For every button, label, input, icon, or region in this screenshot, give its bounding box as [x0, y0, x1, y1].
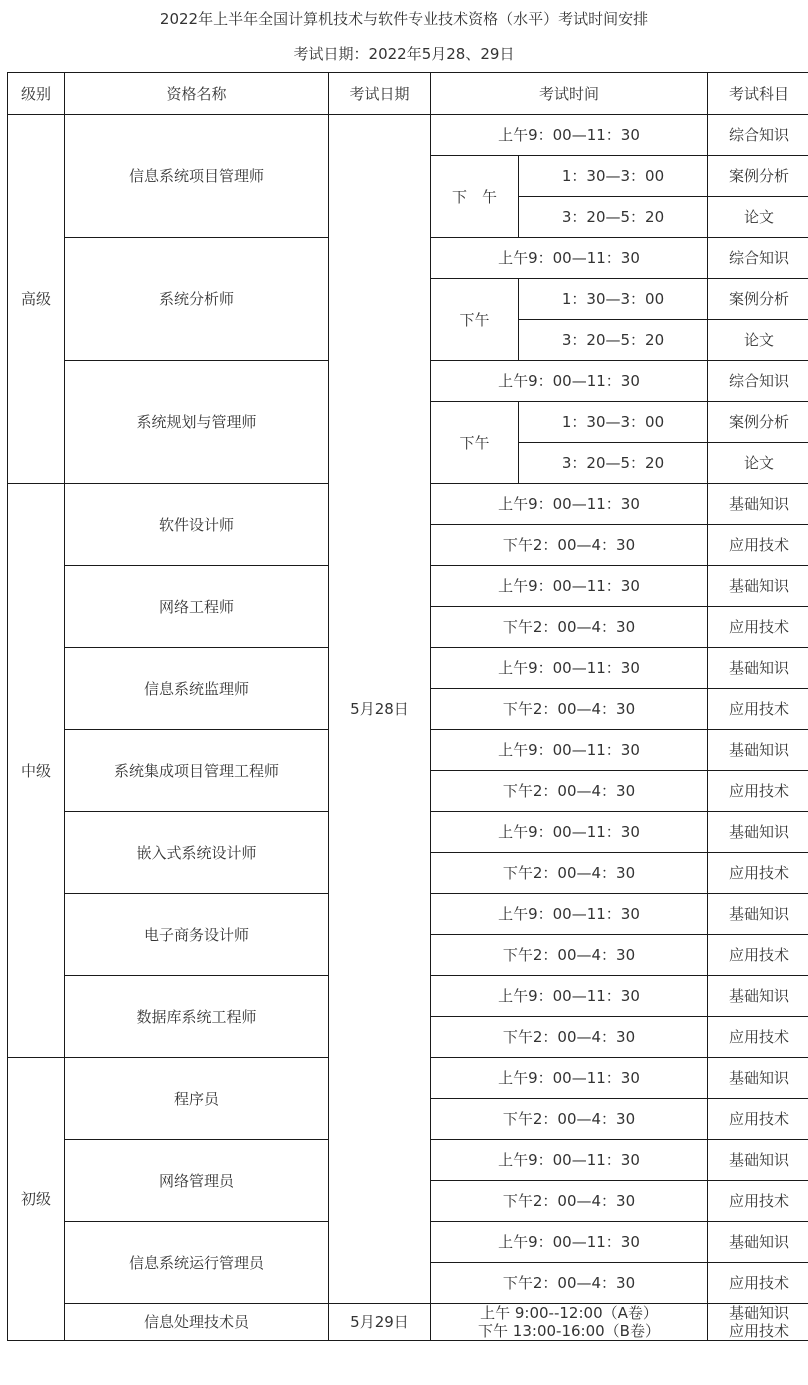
exam-subject: 基础知识: [708, 1140, 808, 1181]
exam-subject: 论文: [708, 443, 808, 484]
exam-subject-dual: [708, 1304, 808, 1341]
exam-time-pm-paper-b: 下午 13:00-16:00（B卷）: [478, 1322, 660, 1340]
exam-time: 下午2：00—4：30: [431, 771, 708, 812]
table-row: [8, 1304, 808, 1341]
exam-subject: 基础知识: [708, 484, 808, 525]
header-time: 考试时间: [431, 73, 708, 115]
exam-time: 上午9：00—11：30: [431, 115, 708, 156]
qualification-name: 信息系统项目管理师: [65, 115, 329, 238]
exam-time: 上午9：00—11：30: [431, 1058, 708, 1099]
exam-subject: 案例分析: [708, 156, 808, 197]
exam-subject: 论文: [708, 197, 808, 238]
afternoon-label: 下 午: [431, 156, 519, 238]
exam-time: 上午9：00—11：30: [431, 894, 708, 935]
exam-subject: 基础知识: [708, 730, 808, 771]
exam-date-may28: 5月28日: [329, 115, 431, 1304]
afternoon-label: 下午: [431, 279, 519, 361]
exam-time: 下午2：00—4：30: [431, 1099, 708, 1140]
exam-subject: 应用技术: [708, 1181, 808, 1222]
exam-time: 3：20—5：20: [519, 320, 708, 361]
qualification-name: 系统集成项目管理工程师: [65, 730, 329, 812]
exam-time: 上午9：00—11：30: [431, 812, 708, 853]
exam-subject: 应用技术: [708, 771, 808, 812]
exam-time: 上午9：00—11：30: [431, 1140, 708, 1181]
exam-subject: 应用技术: [708, 525, 808, 566]
exam-subject: 应用技术: [708, 689, 808, 730]
exam-subject: 应用技术: [708, 853, 808, 894]
exam-time: 下午2：00—4：30: [431, 1263, 708, 1304]
exam-subject: 应用技术: [708, 935, 808, 976]
header-subject: 考试科目: [708, 73, 808, 115]
exam-subject: 基础知识: [708, 894, 808, 935]
exam-subject: 应用技术: [708, 1263, 808, 1304]
exam-time: 上午9：00—11：30: [431, 484, 708, 525]
exam-time: 下午2：00—4：30: [431, 1181, 708, 1222]
qualification-name: 网络管理员: [65, 1140, 329, 1222]
qualification-name: 软件设计师: [65, 484, 329, 566]
exam-subject: 综合知识: [708, 238, 808, 279]
exam-time: 1：30—3：00: [519, 402, 708, 443]
qualification-name: 系统分析师: [65, 238, 329, 361]
exam-time: 下午2：00—4：30: [431, 1017, 708, 1058]
exam-subject: 应用技术: [708, 607, 808, 648]
exam-time: 下午2：00—4：30: [431, 525, 708, 566]
qualification-name: 数据库系统工程师: [65, 976, 329, 1058]
exam-time: 上午9：00—11：30: [431, 648, 708, 689]
exam-subject: 基础知识: [708, 1058, 808, 1099]
page-title: 2022年上半年全国计算机技术与软件专业技术资格（水平）考试时间安排: [159, 10, 649, 28]
exam-dates-subtitle: 考试日期：2022年5月28、29日: [293, 45, 515, 63]
level-junior: 初级: [8, 1058, 65, 1341]
qualification-name: 嵌入式系统设计师: [65, 812, 329, 894]
qualification-name: 信息系统运行管理员: [65, 1222, 329, 1304]
exam-time: 1：30—3：00: [519, 279, 708, 320]
exam-subject-pm: 应用技术: [729, 1322, 790, 1340]
exam-schedule-table: [7, 72, 808, 1341]
exam-time-dual: [431, 1304, 708, 1341]
exam-time: 下午2：00—4：30: [431, 935, 708, 976]
exam-subject: 综合知识: [708, 361, 808, 402]
qualification-name: 程序员: [65, 1058, 329, 1140]
exam-subject: 应用技术: [708, 1017, 808, 1058]
exam-time: 下午2：00—4：30: [431, 853, 708, 894]
exam-time: 上午9：00—11：30: [431, 730, 708, 771]
qualification-name: 信息处理技术员: [65, 1304, 329, 1341]
header-level: 级别: [8, 73, 65, 115]
header-date: 考试日期: [329, 73, 431, 115]
level-senior: 高级: [8, 115, 65, 484]
exam-subject: 基础知识: [708, 566, 808, 607]
exam-time: 3：20—5：20: [519, 197, 708, 238]
qualification-name: 网络工程师: [65, 566, 329, 648]
exam-subject: 案例分析: [708, 402, 808, 443]
exam-subject: 论文: [708, 320, 808, 361]
exam-time-am-paper-a: 上午 9:00--12:00（A卷）: [480, 1304, 658, 1322]
exam-time: 上午9：00—11：30: [431, 566, 708, 607]
exam-date-may29: 5月29日: [329, 1304, 431, 1341]
qualification-name: 信息系统监理师: [65, 648, 329, 730]
qualification-name: 系统规划与管理师: [65, 361, 329, 484]
qualification-name: 电子商务设计师: [65, 894, 329, 976]
level-mid: 中级: [8, 484, 65, 1058]
exam-time: 3：20—5：20: [519, 443, 708, 484]
table-row: [8, 115, 808, 156]
exam-subject: 基础知识: [708, 812, 808, 853]
exam-time: 1：30—3：00: [519, 156, 708, 197]
exam-subject: 基础知识: [708, 648, 808, 689]
exam-subject-am: 基础知识: [729, 1304, 790, 1322]
exam-subject: 综合知识: [708, 115, 808, 156]
exam-subject: 基础知识: [708, 1222, 808, 1263]
header-row: [8, 73, 808, 115]
exam-time: 上午9：00—11：30: [431, 361, 708, 402]
exam-time: 下午2：00—4：30: [431, 607, 708, 648]
header-name: 资格名称: [65, 73, 329, 115]
exam-subject: 应用技术: [708, 1099, 808, 1140]
exam-time: 下午2：00—4：30: [431, 689, 708, 730]
exam-time: 上午9：00—11：30: [431, 976, 708, 1017]
exam-time: 上午9：00—11：30: [431, 238, 708, 279]
exam-subject: 基础知识: [708, 976, 808, 1017]
afternoon-label: 下午: [431, 402, 519, 484]
exam-time: 上午9：00—11：30: [431, 1222, 708, 1263]
exam-subject: 案例分析: [708, 279, 808, 320]
